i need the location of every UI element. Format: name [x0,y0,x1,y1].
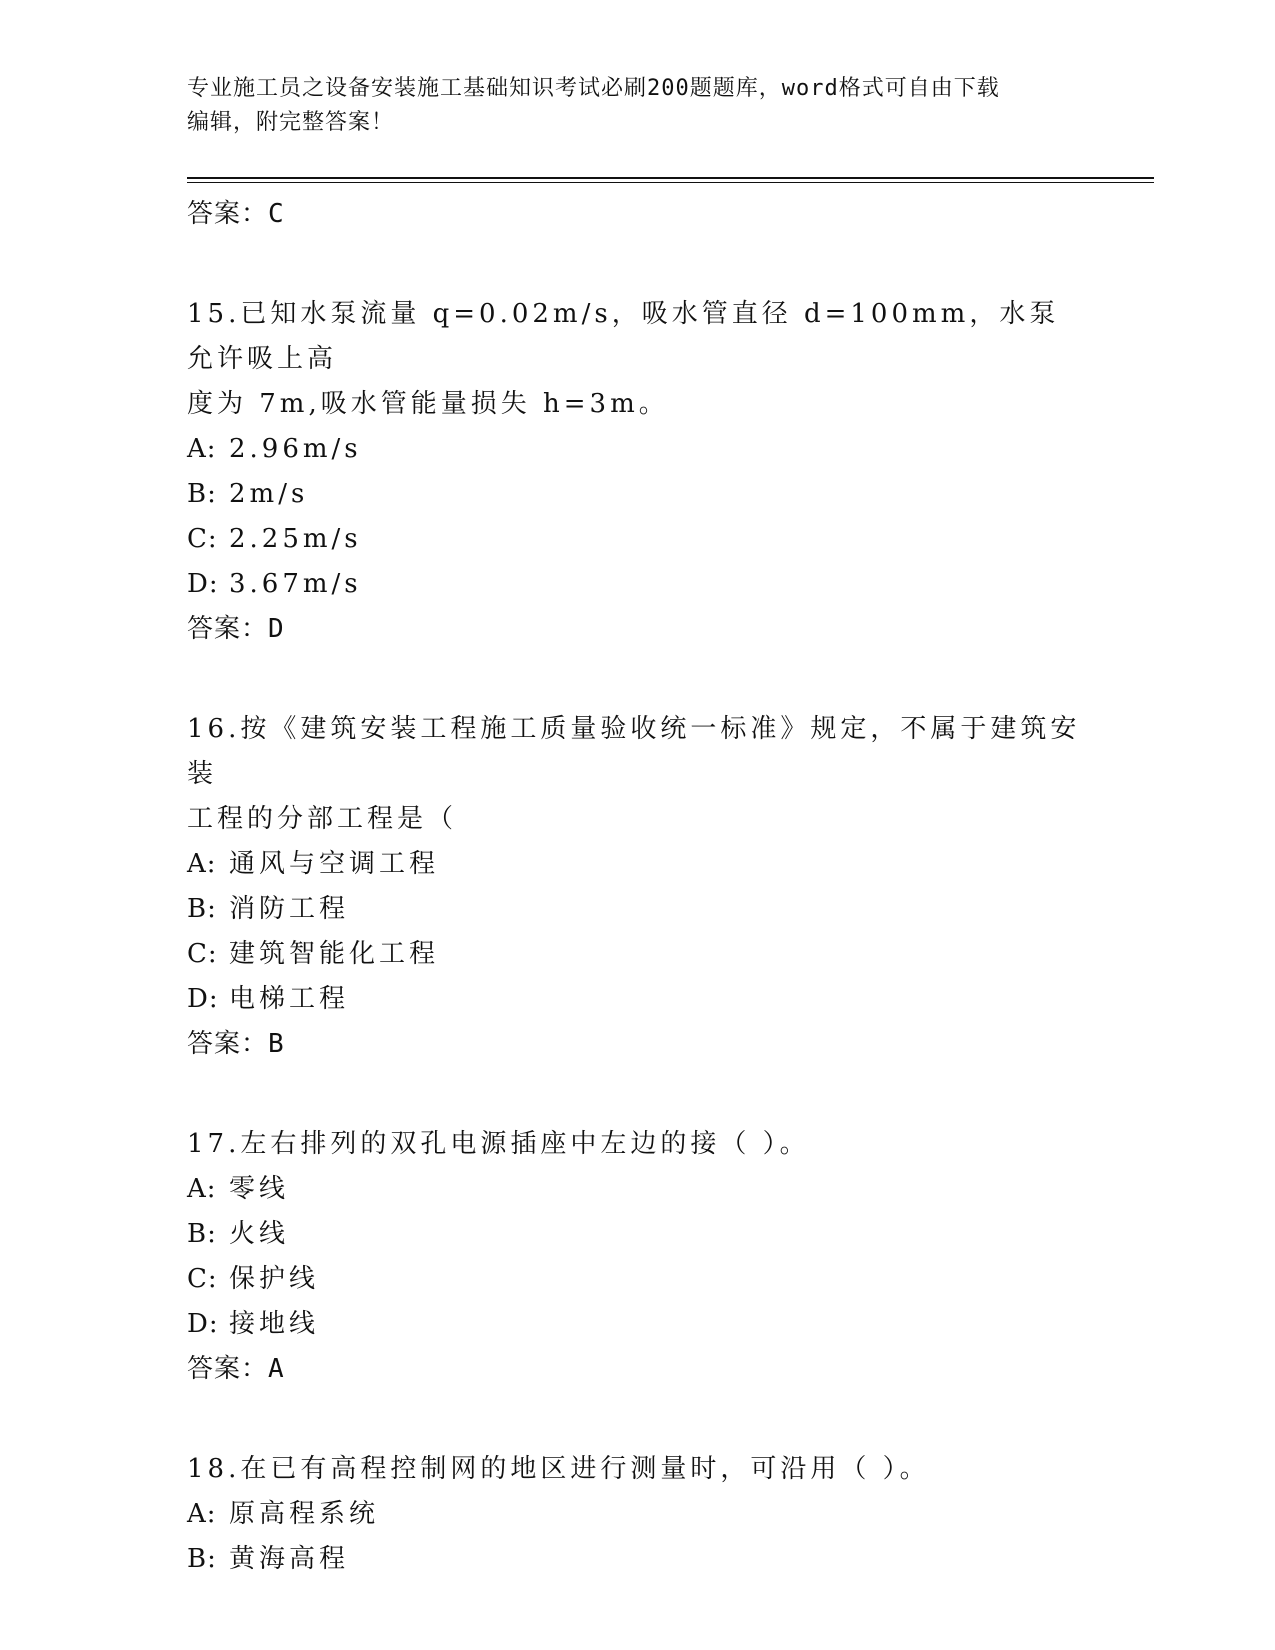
header-line-2: 编辑，附完整答案！ [187,110,395,135]
previous-answer: 答案：C [187,199,285,229]
question-16 [187,707,1087,1066]
header-divider-thick [187,177,1154,179]
question-stem [187,1447,1087,1492]
option-b [187,1537,1087,1582]
question-15 [187,292,1087,651]
header-line-1: 专业施工员之设备安装施工基础知识考试必刷200题题库，word格式可自由下载 [187,76,1000,101]
answer-line: 答案：B [187,1029,285,1059]
option-d [187,562,1087,607]
option-text: 3.67m/s [229,569,362,599]
option-letter: C: [187,524,218,554]
question-stem-line: 工程的分部工程是（ [187,804,458,834]
question-stem [187,707,1087,842]
question-stem-line: 度为 7m,吸水管能量损失 h=3m。 [187,389,669,419]
header-divider-thin [187,182,1154,183]
option-text: 零线 [229,1174,290,1204]
option-letter: B: [187,1219,217,1249]
option-c [187,517,1087,562]
question-list [187,192,1087,1582]
question-stem-line: 16.按《建筑安装工程施工质量验收统一标准》规定，不属于建筑安装 [187,714,1081,789]
question-stem-line: 18.在已有高程控制网的地区进行测量时，可沿用（ ）。 [187,1454,930,1484]
option-letter: B: [187,894,217,924]
option-a [187,1167,1087,1212]
option-letter: B: [187,1544,217,1574]
option-d [187,1302,1087,1347]
option-letter: A: [187,1499,217,1529]
question-17 [187,1122,1087,1391]
option-letter: A: [187,434,217,464]
option-letter: B: [187,479,217,509]
question-18 [187,1447,1087,1582]
option-letter: D: [187,1309,219,1339]
option-letter: D: [187,569,219,599]
option-b [187,472,1087,517]
option-text: 2.96m/s [229,434,362,464]
option-a [187,842,1087,887]
question-stem-line: 15.已知水泵流量 q=0.02m/s，吸水管直径 d=100mm，水泵允许吸上高 [187,299,1060,374]
option-letter: D: [187,984,219,1014]
option-text: 火线 [229,1219,290,1249]
question-stem-line: 17.左右排列的双孔电源插座中左边的接（ ）。 [187,1129,810,1159]
option-text: 原高程系统 [229,1499,380,1529]
option-text: 通风与空调工程 [229,849,440,879]
option-letter: C: [187,1264,218,1294]
option-c [187,1257,1087,1302]
option-b [187,887,1087,932]
question-stem [187,1122,1087,1167]
option-d [187,977,1087,1022]
option-text: 电梯工程 [229,984,350,1014]
option-letter: A: [187,1174,217,1204]
option-letter: A: [187,849,217,879]
answer-line: 答案：D [187,614,285,644]
option-b [187,1212,1087,1257]
option-letter: C: [187,939,218,969]
option-text: 黄海高程 [229,1544,350,1574]
option-text: 2m/s [229,479,309,509]
option-a [187,427,1087,472]
option-c [187,932,1087,977]
option-text: 2.25m/s [229,524,362,554]
option-text: 消防工程 [229,894,350,924]
answer-line: 答案：A [187,1354,285,1384]
option-text: 建筑智能化工程 [229,939,440,969]
question-stem [187,292,1087,427]
option-text: 保护线 [229,1264,320,1294]
option-a [187,1492,1087,1537]
option-text: 接地线 [229,1309,320,1339]
document-header [187,72,1067,140]
